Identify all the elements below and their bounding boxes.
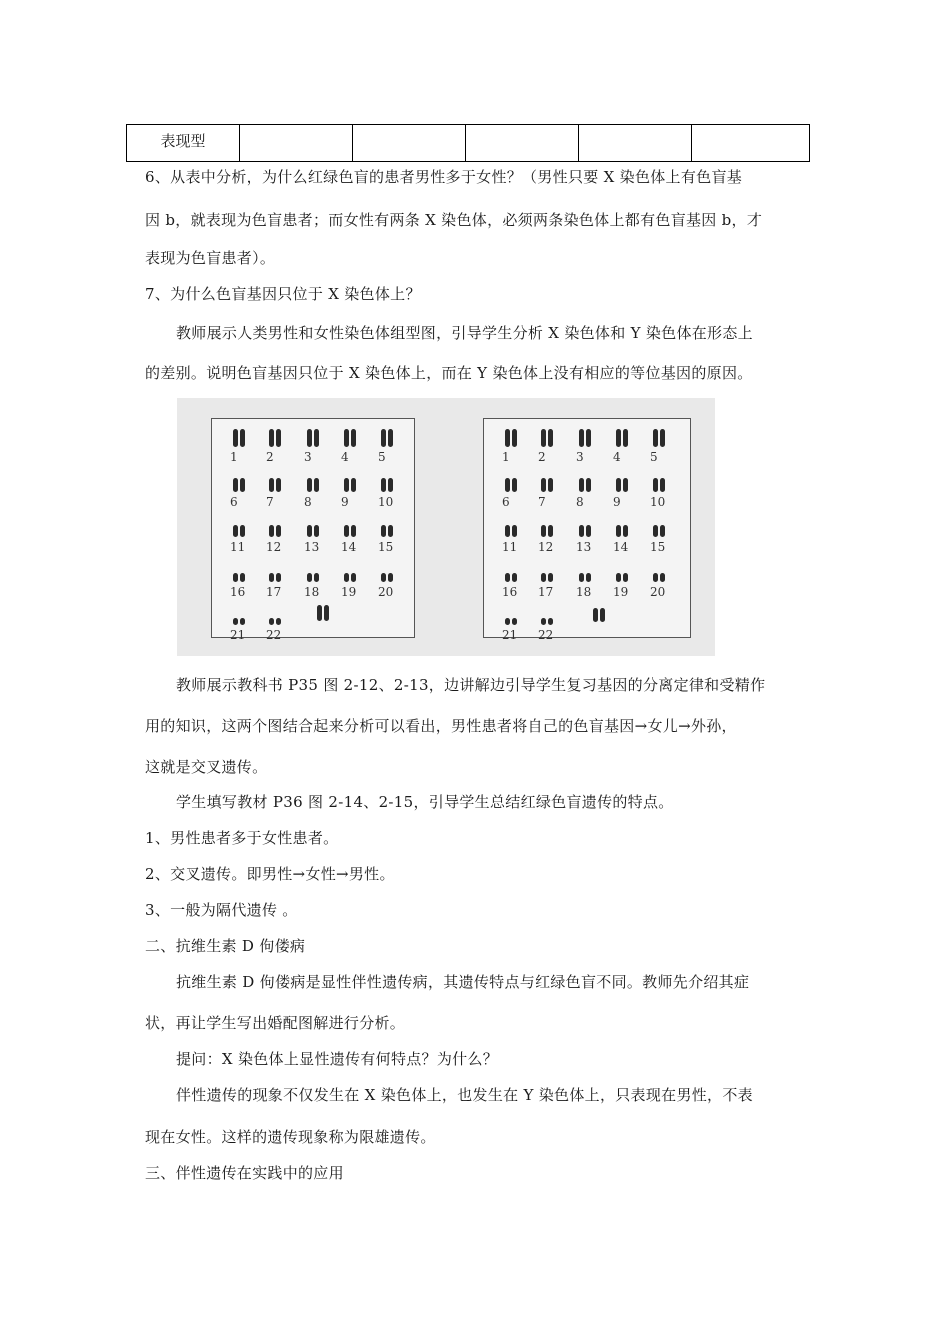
chromosome-number: 20 — [650, 585, 666, 599]
chromosome-glyph — [380, 478, 394, 492]
chromosome-number: 4 — [613, 450, 621, 464]
chromosome-number: 8 — [576, 495, 584, 509]
chromosome-number: 2 — [266, 450, 274, 464]
chromosome-glyph — [504, 478, 518, 492]
chromosome-glyph — [504, 618, 518, 625]
chromosome-glyph — [232, 573, 246, 582]
table-cell-label: 表现型 — [127, 125, 240, 162]
chromosome-glyph — [615, 525, 629, 537]
chromosome-number: 12 — [266, 540, 282, 554]
chromosome-glyph — [232, 525, 246, 537]
chromosome-number: 21 — [230, 628, 246, 642]
chromosome-glyph — [504, 525, 518, 537]
chromosome-number: 7 — [538, 495, 546, 509]
chromosome-number: 22 — [538, 628, 554, 642]
chromosome-pair-13 — [576, 519, 600, 559]
chromosome-pair-15 — [378, 519, 402, 559]
list-item: 1、男性患者多于女性患者。 — [145, 829, 339, 847]
paragraph-line: 教师展示教科书 P35 图 2-12、2-13，边讲解边引导学生复习基因的分离定律和受精作 — [176, 676, 766, 694]
chromosome-glyph — [268, 618, 282, 625]
chromosome-glyph — [380, 573, 394, 582]
chromosome-number: 5 — [650, 450, 658, 464]
chromosome-glyph — [343, 478, 357, 492]
chromosome-glyph — [268, 573, 282, 582]
chromosome-pair-12 — [538, 519, 562, 559]
chromosome-glyph — [343, 525, 357, 537]
chromosome-pair-7 — [266, 474, 290, 514]
table-cell — [692, 125, 810, 162]
paragraph-line: 教师展示人类男性和女性染色体组型图，引导学生分析 X 染色体和 Y 染色体在形态上 — [176, 324, 753, 342]
chromosome-number: 17 — [266, 585, 282, 599]
table-cell — [466, 125, 579, 162]
paragraph-line: 状，再让学生写出婚配图解进行分析。 — [145, 1014, 406, 1032]
chromosome-glyph — [652, 573, 666, 582]
chromosome-glyph — [343, 573, 357, 582]
chromosome-glyph — [540, 525, 554, 537]
chromosome-pair-4 — [341, 429, 365, 469]
chromosome-number: 20 — [378, 585, 394, 599]
sex-chromosomes — [316, 605, 330, 625]
chromosome-glyph — [540, 429, 554, 447]
chromosome-glyph — [652, 525, 666, 537]
chromosome-number: 17 — [538, 585, 554, 599]
section-heading: 二、抗维生素 D 佝偻病 — [145, 937, 306, 955]
paragraph-line: 6、从表中分析，为什么红绿色盲的患者男性多于女性？（男性只要 X 染色体上有色盲基 — [145, 168, 743, 186]
chromosome-number: 6 — [230, 495, 238, 509]
chromosome-number: 14 — [613, 540, 629, 554]
chromosome-pair-14 — [341, 519, 365, 559]
chromosome-pair-22 — [538, 607, 562, 647]
chromosome-number: 10 — [378, 495, 394, 509]
chromosome-glyph — [578, 573, 592, 582]
chromosome-pair-8 — [576, 474, 600, 514]
chromosome-pair-1 — [230, 429, 254, 469]
chromosome-glyph — [615, 573, 629, 582]
chromosome-number: 11 — [230, 540, 246, 554]
chromosome-pair-2 — [538, 429, 562, 469]
chromosome-pair-18 — [304, 564, 328, 604]
chromosome-number: 2 — [538, 450, 546, 464]
chromosome-pair-10 — [650, 474, 674, 514]
chromosome-glyph — [306, 573, 320, 582]
chromosome-pair-22 — [266, 607, 290, 647]
paragraph-line: 现在女性。这样的遗传现象称为限雄遗传。 — [145, 1128, 436, 1146]
paragraph-line: 伴性遗传的现象不仅发生在 X 染色体上，也发生在 Y 染色体上，只表现在男性，不表 — [176, 1086, 753, 1104]
chromosome-glyph — [504, 573, 518, 582]
chromosome-number: 19 — [341, 585, 357, 599]
chromosome-pair-9 — [613, 474, 637, 514]
chromosome-glyph — [316, 605, 330, 621]
chromosome-glyph — [504, 429, 518, 447]
chromosome-number: 7 — [266, 495, 274, 509]
chromosome-pair-10 — [378, 474, 402, 514]
chromosome-glyph — [540, 478, 554, 492]
paragraph-line: 这就是交叉遗传。 — [145, 758, 268, 776]
chromosome-pair-21 — [230, 607, 254, 647]
chromosome-number: 14 — [341, 540, 357, 554]
paragraph-line: 因 b，就表现为色盲患者；而女性有两条 X 染色体，必须两条染色体上都有色盲基因 b，才 — [145, 211, 763, 229]
chromosome-number: 18 — [576, 585, 592, 599]
chromosome-number: 16 — [502, 585, 518, 599]
chromosome-number: 13 — [576, 540, 592, 554]
chromosome-glyph — [268, 429, 282, 447]
chromosome-number: 15 — [650, 540, 666, 554]
paragraph-line: 学生填写教材 P36 图 2-14、2-15，引导学生总结红绿色盲遗传的特点。 — [176, 793, 674, 811]
chromosome-pair-3 — [304, 429, 328, 469]
chromosome-pair-9 — [341, 474, 365, 514]
chromosome-number: 5 — [378, 450, 386, 464]
chromosome-glyph — [652, 478, 666, 492]
chromosome-glyph — [578, 429, 592, 447]
chromosome-glyph — [380, 525, 394, 537]
chromosome-pair-16 — [502, 564, 526, 604]
table-cell — [240, 125, 353, 162]
list-item: 3、一般为隔代遗传 。 — [145, 901, 298, 919]
male-karyotype-panel — [211, 418, 415, 642]
paragraph-line: 7、为什么色盲基因只位于 X 染色体上？ — [145, 285, 421, 303]
section-heading: 三、伴性遗传在实践中的应用 — [145, 1164, 344, 1182]
chromosome-pair-8 — [304, 474, 328, 514]
chromosome-glyph — [615, 429, 629, 447]
chromosome-glyph — [652, 429, 666, 447]
phenotype-table — [126, 124, 810, 162]
paragraph-line: 提问：X 染色体上显性遗传有何特点？为什么？ — [176, 1050, 499, 1068]
chromosome-glyph — [540, 618, 554, 625]
chromosome-number: 10 — [650, 495, 666, 509]
chromosome-glyph — [306, 478, 320, 492]
list-item: 2、交叉遗传。即男性→女性→男性。 — [145, 865, 395, 883]
chromosome-glyph — [592, 608, 606, 622]
chromosome-number: 12 — [538, 540, 554, 554]
chromosome-glyph — [578, 525, 592, 537]
chromosome-pair-6 — [230, 474, 254, 514]
chromosome-pair-19 — [341, 564, 365, 604]
chromosome-glyph — [232, 478, 246, 492]
paragraph-line: 的差别。说明色盲基因只位于 X 染色体上，而在 Y 染色体上没有相应的等位基因的原因。 — [145, 364, 753, 382]
chromosome-number: 11 — [502, 540, 518, 554]
chromosome-glyph — [343, 429, 357, 447]
chromosome-pair-20 — [378, 564, 402, 604]
chromosome-pair-16 — [230, 564, 254, 604]
chromosome-pair-18 — [576, 564, 600, 604]
chromosome-number: 13 — [304, 540, 320, 554]
chromosome-number: 22 — [266, 628, 282, 642]
chromosome-pair-3 — [576, 429, 600, 469]
chromosome-pair-4 — [613, 429, 637, 469]
chromosome-glyph — [232, 429, 246, 447]
chromosome-pair-13 — [304, 519, 328, 559]
chromosome-glyph — [306, 429, 320, 447]
chromosome-number: 3 — [304, 450, 312, 464]
chromosome-number: 8 — [304, 495, 312, 509]
paragraph-line: 用的知识，这两个图结合起来分析可以看出，男性患者将自己的色盲基因→女儿→外孙， — [145, 717, 737, 735]
table-cell — [579, 125, 692, 162]
chromosome-number: 16 — [230, 585, 246, 599]
table-row — [127, 125, 810, 162]
table-cell — [353, 125, 466, 162]
chromosome-number: 1 — [230, 450, 238, 464]
chromosome-number: 9 — [613, 495, 621, 509]
sex-chromosomes — [592, 607, 606, 626]
chromosome-number: 9 — [341, 495, 349, 509]
chromosome-glyph — [578, 478, 592, 492]
chromosome-number: 6 — [502, 495, 510, 509]
chromosome-pair-5 — [378, 429, 402, 469]
chromosome-pair-6 — [502, 474, 526, 514]
chromosome-glyph — [268, 525, 282, 537]
chromosome-pair-11 — [230, 519, 254, 559]
chromosome-pair-5 — [650, 429, 674, 469]
chromosome-glyph — [380, 429, 394, 447]
chromosome-pair-7 — [538, 474, 562, 514]
chromosome-glyph — [232, 618, 246, 625]
chromosome-number: 19 — [613, 585, 629, 599]
chromosome-pair-2 — [266, 429, 290, 469]
chromosome-pair-11 — [502, 519, 526, 559]
chromosome-pair-12 — [266, 519, 290, 559]
chromosome-pair-20 — [650, 564, 674, 604]
chromosome-number: 18 — [304, 585, 320, 599]
chromosome-pair-19 — [613, 564, 637, 604]
chromosome-pair-21 — [502, 607, 526, 647]
chromosome-glyph — [268, 478, 282, 492]
chromosome-glyph — [540, 573, 554, 582]
chromosome-number: 15 — [378, 540, 394, 554]
chromosome-glyph — [615, 478, 629, 492]
paragraph-line: 表现为色盲患者）。 — [145, 249, 276, 267]
chromosome-pair-17 — [266, 564, 290, 604]
chromosome-number: 1 — [502, 450, 510, 464]
chromosome-number: 21 — [502, 628, 518, 642]
paragraph-line: 抗维生素 D 佝偻病是显性伴性遗传病，其遗传特点与红绿色盲不同。教师先介绍其症 — [176, 973, 750, 991]
chromosome-number: 4 — [341, 450, 349, 464]
chromosome-pair-17 — [538, 564, 562, 604]
chromosome-pair-14 — [613, 519, 637, 559]
karyotype-figure — [177, 398, 715, 656]
chromosome-number: 3 — [576, 450, 584, 464]
chromosome-pair-15 — [650, 519, 674, 559]
chromosome-pair-1 — [502, 429, 526, 469]
chromosome-glyph — [306, 525, 320, 537]
female-karyotype-panel — [483, 418, 691, 642]
